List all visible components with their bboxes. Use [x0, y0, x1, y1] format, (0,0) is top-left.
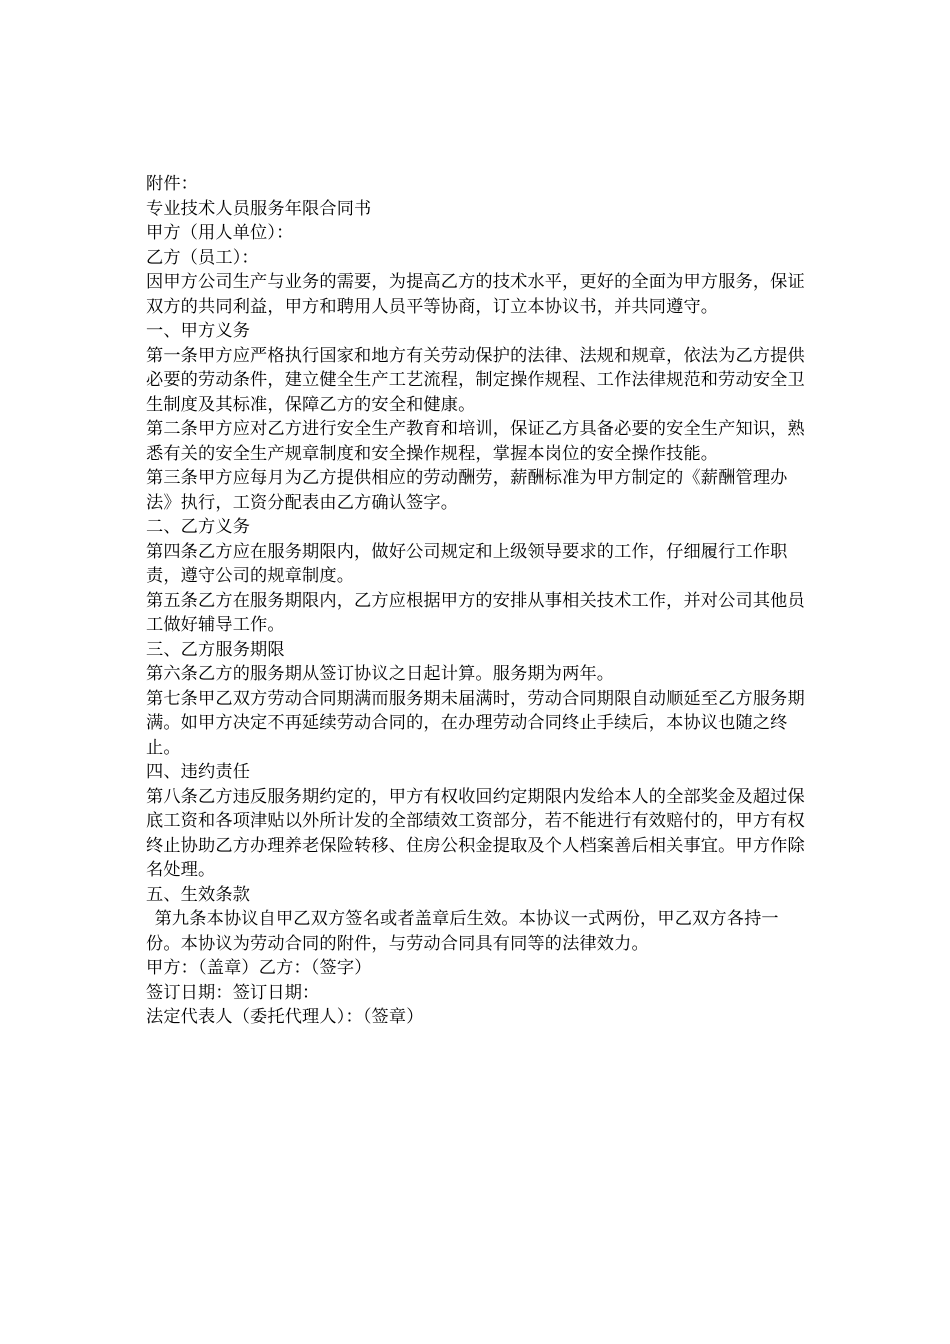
section-heading-liability: 四、违约责任 [146, 762, 251, 782]
document-body [146, 172, 810, 1030]
article-2: 第二条甲方应对乙方进行安全生产教育和培训，保证乙方具备必要的安全生产知识，熟悉有关的安全生产规章制度和安全操作规程，掌握本岗位的安全操作技能。 [146, 419, 805, 464]
article-9: 第九条本协议自甲乙双方签名或者盖章后生效。本协议一式两份，甲乙双方各持一份。本协议为劳动合同的附件，与劳动合同具有同等的法律效力。 [146, 909, 779, 954]
party-a-line: 甲方（用人单位）： [146, 223, 294, 243]
preamble-paragraph: 因甲方公司生产与业务的需要，为提高乙方的技术水平，更好的全面为甲方服务，保证双方的共同利益，甲方和聘用人员平等协商，订立本协议书，并共同遵守。 [146, 272, 805, 317]
attachment-label: 附件： [146, 174, 199, 194]
signing-date-line: 签订日期：签订日期： [146, 982, 320, 1003]
section-heading-service-term: 三、乙方服务期限 [146, 639, 285, 660]
article-1: 第一条甲方应严格执行国家和地方有关劳动保护的法律、法规和规章，依法为乙方提供必要的劳动条件，建立健全生产工艺流程，制定操作规程、工作法律规范和劳动安全卫生制度及其标准，保障乙方的安全和健康。 [146, 345, 805, 415]
signature-line: 甲方：（盖章）乙方：（签字） [146, 958, 372, 978]
section-heading-party-a-duties: 一、甲方义务 [146, 321, 251, 341]
legal-representative-line: 法定代表人（委托代理人）：（签章） [146, 1007, 424, 1027]
article-3: 第三条甲方应每月为乙方提供相应的劳动酬劳，薪酬标准为甲方制定的《薪酬管理办法》执行，工资分配表由乙方确认签字。 [146, 468, 788, 513]
article-6: 第六条乙方的服务期从签订协议之日起计算。服务期为两年。 [146, 664, 615, 684]
party-b-line: 乙方（员工）： [146, 247, 259, 268]
contract-title: 专业技术人员服务年限合同书 [146, 198, 372, 219]
article-5: 第五条乙方在服务期限内，乙方应根据甲方的安排从事相关技术工作，并对公司其他员工做好辅导工作。 [146, 590, 805, 635]
article-7: 第七条甲乙双方劳动合同期满而服务期未届满时，劳动合同期限自动顺延至乙方服务期满。如甲方决定不再延续劳动合同的，在办理劳动合同终止手续后，本协议也随之终止。 [146, 688, 805, 758]
section-heading-effective-clause: 五、生效条款 [146, 884, 251, 905]
section-heading-party-b-duties: 二、乙方义务 [146, 517, 251, 537]
article-4: 第四条乙方应在服务期限内，做好公司规定和上级领导要求的工作，仔细履行工作职责，遵守公司的规章制度。 [146, 541, 788, 586]
article-8: 第八条乙方违反服务期约定的，甲方有权收回约定期限内发给本人的全部奖金及超过保底工资和各项津贴以外所计发的全部绩效工资部分，若不能进行有效赔付的，甲方有权终止协助乙方办理养老保险转移、住房公积金提取及个人档案善后相关事宜。甲方作除名处理。 [146, 786, 805, 880]
